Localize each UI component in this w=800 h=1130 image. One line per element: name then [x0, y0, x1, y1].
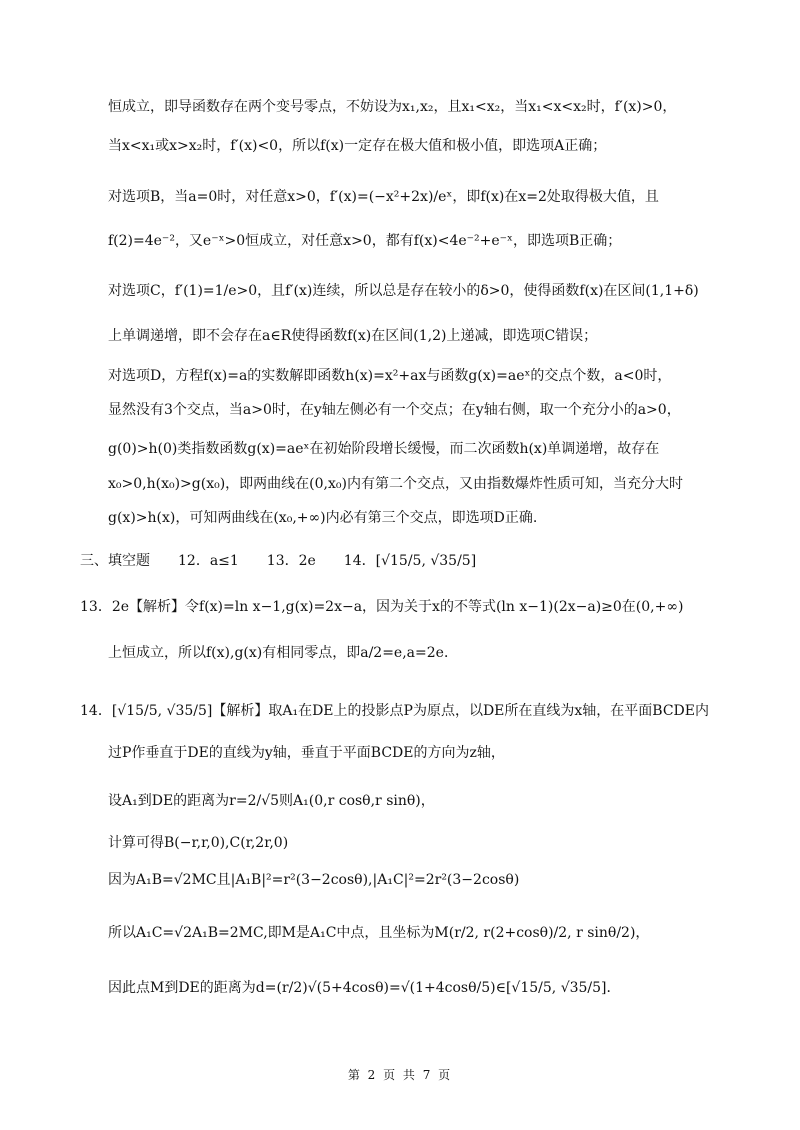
line-7: 对选项D，方程f(x)=a的实数解即函数h(x)=x²+ax与函数g(x)=aeˣ的交点个数，a<0时，	[108, 368, 672, 384]
fill-blank-answers: 三、填空题 12．a≤1 13．2e 14．[√15/5, √35/5]	[80, 553, 477, 569]
solution-14-line-1: 14．[√15/5, √35/5]【解析】取A₁在DE上的投影点P为原点，以DE所在直线为x轴，在平面BCDE内	[80, 703, 709, 719]
solution-14-line-3: 设A₁到DE的距离为r=2/√5则A₁(0,r cosθ,r sinθ)，	[108, 793, 435, 809]
solution-14-line-7: 因此点M到DE的距离为d=(r/2)√(5+4cosθ)=√(1+4cosθ/5)∈[√15/5, √35/5]．	[108, 980, 621, 996]
line-8: 显然没有3个交点，当a>0时，在y轴左侧必有一个交点；在y轴右侧，取一个充分小的a>0，	[108, 402, 681, 418]
solution-13-line-2: 上恒成立，所以f(x),g(x)有相同零点，即a/2=e,a=2e．	[108, 645, 458, 661]
line-1: 恒成立，即导函数存在两个变号零点，不妨设为x₁,x₂，且x₁<x₂，当x₁<x<x₂时，f′(x)>0，	[108, 99, 677, 115]
page-number: 第 2 页 共 7 页	[347, 1068, 453, 1082]
solution-14-line-6: 所以A₁C=√2A₁B=2MC,即M是A₁C中点，且坐标为M(r/2, r(2+cosθ)/2, r sinθ/2)，	[108, 925, 650, 941]
line-6: 上单调递增，即不会存在a∈R使得函数f(x)在区间(1,2)上递减，即选项C错误；	[108, 328, 598, 344]
solution-14-line-4: 计算可得B(−r,r,0),C(r,2r,0)	[108, 835, 289, 851]
line-4: f(2)=4e⁻²，又e⁻ˣ>0恒成立，对任意x>0，都有f(x)<4e⁻²+e⁻ˣ，即选项B正确；	[108, 233, 622, 249]
solution-14-line-5: 因为A₁B=√2MC且|A₁B|²=r²(3−2cosθ),|A₁C|²=2r²(3−2cosθ)	[108, 872, 520, 888]
line-9: g(0)>h(0)类指数函数g(x)=aeˣ在初始阶段增长缓慢，而二次函数h(x)单调递增，故存在	[108, 441, 660, 457]
solution-14-line-2: 过P作垂直于DE的直线为y轴，垂直于平面BCDE的方向为z轴，	[108, 745, 505, 761]
solution-13-line-1: 13．2e【解析】令f(x)=ln x−1,g(x)=2x−a，因为关于x的不等式(ln x−1)(2x−a)≥0在(0,+∞)	[80, 599, 684, 615]
line-2: 当x<x₁或x>x₂时，f′(x)<0，所以f(x)一定存在极大值和极小值，即选项A正确；	[108, 138, 607, 154]
line-11: g(x)>h(x)，可知两曲线在(x₀,+∞)内必有第三个交点，即选项D正确.	[108, 510, 538, 526]
line-10: x₀>0,h(x₀)>g(x₀)，即两曲线在(0,x₀)内有第二个交点，又由指数爆炸性质可知，当充分大时	[108, 476, 683, 492]
line-5: 对选项C，f′(1)=1/e>0，且f′(x)连续，所以总是存在较小的δ>0，使得函数f(x)在区间(1,1+δ)	[108, 283, 699, 299]
line-3: 对选项B，当a=0时，对任意x>0，f′(x)=(−x²+2x)/eˣ，即f(x)在x=2处取得极大值，且	[108, 189, 659, 205]
